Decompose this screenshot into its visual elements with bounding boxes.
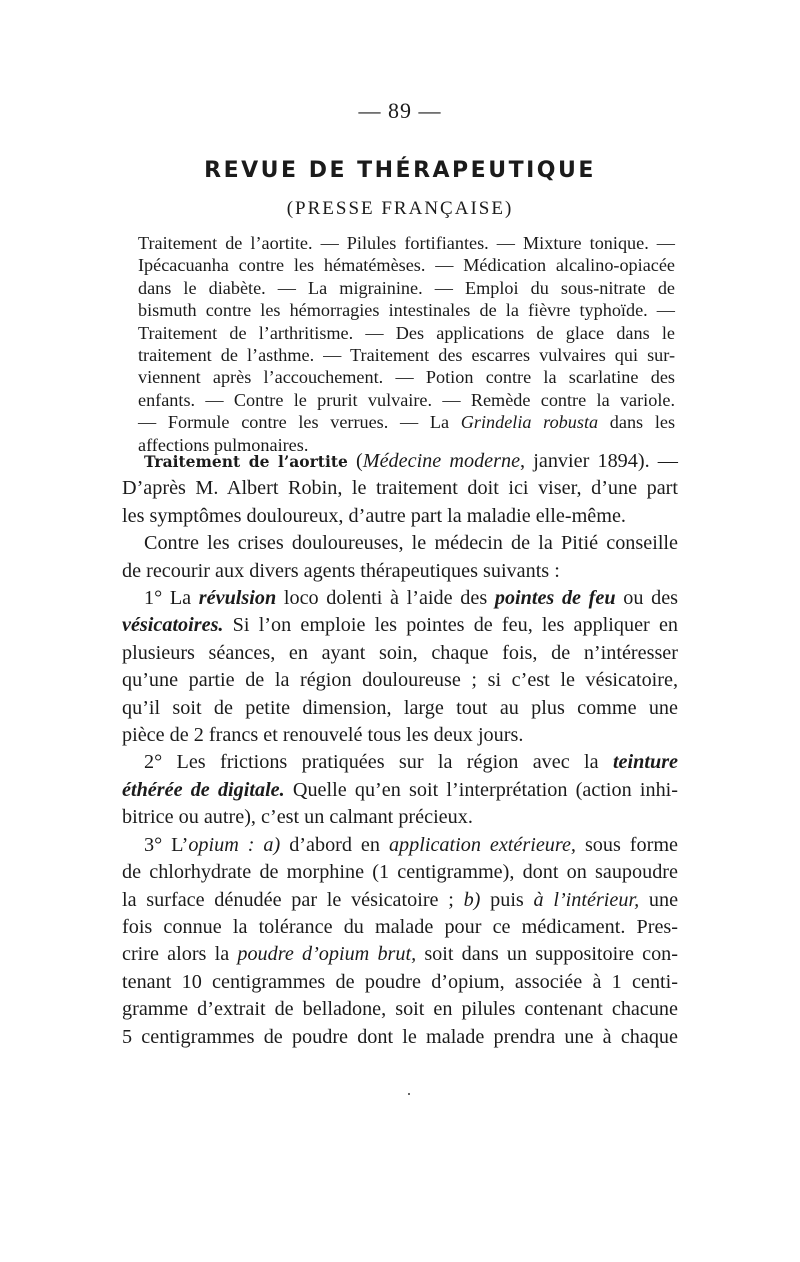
ink-speck [408, 1093, 410, 1095]
item-text: soit dans un suppositoire con- [424, 943, 678, 966]
item-text: 2° Les frictions pratiquées sur la région avec la [144, 751, 599, 774]
summary-line: traitement de l’asthme. — Traitement des escarres vulvaires qui sur- [138, 345, 675, 366]
summary-line [138, 411, 675, 433]
source-date: , janvier 1894). — [520, 450, 678, 472]
item-emphasis: pointes de feu [494, 587, 616, 610]
item-text: crire alors la [122, 943, 230, 966]
body-line [122, 832, 678, 859]
summary-line: Traitement de l’arthritisme. — Des applications de glace dans le [138, 322, 675, 343]
item-text: loco dolenti à l’aide des [283, 587, 488, 610]
summary-line: Traitement de l’aortite. — Pilules fortifiantes. — Mixture tonique. — [138, 233, 675, 253]
body-line [122, 941, 678, 968]
summary-line: Ipécacuanha contre les hématémèses. — Médication alcalino-opiacée [138, 255, 675, 276]
body-line: de chlorhydrate de morphine (1 centigramme), dont on saupoudre [122, 861, 678, 884]
item-text: sous forme [584, 833, 678, 856]
summary-text: dans les [609, 412, 676, 433]
body-line: gramme d’extrait de belladone, soit en pilules contenant chacune [122, 998, 678, 1021]
section-subtitle: (PRESSE FRANÇAISE) [286, 198, 514, 219]
item-text: une [648, 888, 679, 911]
body-line: fois connue la tolérance du malade pour ce médicament. Pres- [122, 915, 678, 938]
body-line: qu’une partie de la région douloureuse ; si c’est le vésicatoire, [122, 669, 678, 692]
summary-line: bismuth contre les hémorragies intestinales de la fièvre typhoïde. — [138, 300, 675, 321]
item-emphasis: à l’intérieur, [533, 888, 640, 911]
body-line [122, 749, 678, 776]
item-text: Quelle qu’en soit l’interprétation (action inhi- [292, 778, 678, 801]
body-line: D’après M. Albert Robin, le traitement doit ici viser, d’une part [122, 477, 678, 500]
body-line [122, 585, 678, 612]
body-line [122, 777, 678, 804]
item-emphasis: poudre d’opium brut, [237, 943, 417, 966]
item-text: d’abord en [289, 833, 380, 856]
item-text: 3° L’ [144, 833, 189, 856]
item-emphasis: éthérée de digitale. [122, 778, 285, 801]
body-line [122, 612, 678, 639]
summary-italic: Grindelia robusta [460, 412, 599, 433]
body-line: pièce de 2 francs et renouvelé tous les deux jours. [122, 724, 524, 747]
body-line: les symptômes douloureux, d’autre part la maladie elle-même. [122, 504, 626, 527]
page-number: — 89 — [358, 98, 442, 123]
summary-line: viennent après l’accouchement. — Potion contre la scarlatine des [138, 367, 675, 388]
body-line: Contre les crises douloureuses, le médecin de la Pitié conseille [144, 532, 678, 555]
item-text: 1° La [144, 587, 192, 610]
item-text: ou des [623, 587, 679, 610]
item-text: Si l’on emploie les pointes de feu, les appliquer en [232, 614, 679, 637]
body-line: tenant 10 centigrammes de poudre d’opium, associée à 1 centi- [122, 970, 678, 993]
source-title: Médecine moderne [362, 450, 521, 472]
summary-line: enfants. — Contre le prurit vulvaire. — Remède contre la variole. [138, 389, 675, 410]
section-title: REVUE DE THÉRAPEUTIQUE [204, 158, 596, 183]
summary-line: dans le diabète. — La migrainine. — Emploi du sous-nitrate de [138, 277, 675, 298]
item-text: la surface dénudée par le vésicatoire ; [122, 888, 454, 911]
summary-line: affections pulmonaires. [138, 434, 309, 455]
summary-block [138, 232, 675, 456]
body-line: qu’il soit de petite dimension, large tout au plus comme une [122, 696, 678, 719]
item-emphasis: vésicatoires. [122, 614, 224, 637]
item-emphasis: b) [463, 888, 481, 911]
body-line: de recourir aux divers agents thérapeutiques suivants : [122, 559, 560, 582]
item-emphasis: teinture [612, 751, 679, 774]
item-text: puis [490, 888, 524, 911]
body-line: 5 centigrammes de poudre dont le malade prendra une à chaque [122, 1025, 678, 1048]
summary-text: — Formule contre les verrues. — La [138, 412, 450, 433]
item-emphasis: application extérieure, [388, 833, 576, 856]
body-line: plusieurs séances, en ayant soin, chaque fois, de n’intéresser [122, 641, 678, 664]
article-heading: Traitement de l’aortite [144, 452, 348, 471]
article-body [122, 448, 678, 1051]
item-emphasis: opium : a) [188, 833, 281, 856]
item-emphasis: révulsion [198, 587, 277, 610]
article-heading-line: Traitement de l’aortite (Médecine moderne, janvier 1894). — [144, 450, 678, 472]
body-line [122, 887, 678, 914]
body-line: bitrice ou autre), c’est un calmant précieux. [122, 806, 473, 829]
